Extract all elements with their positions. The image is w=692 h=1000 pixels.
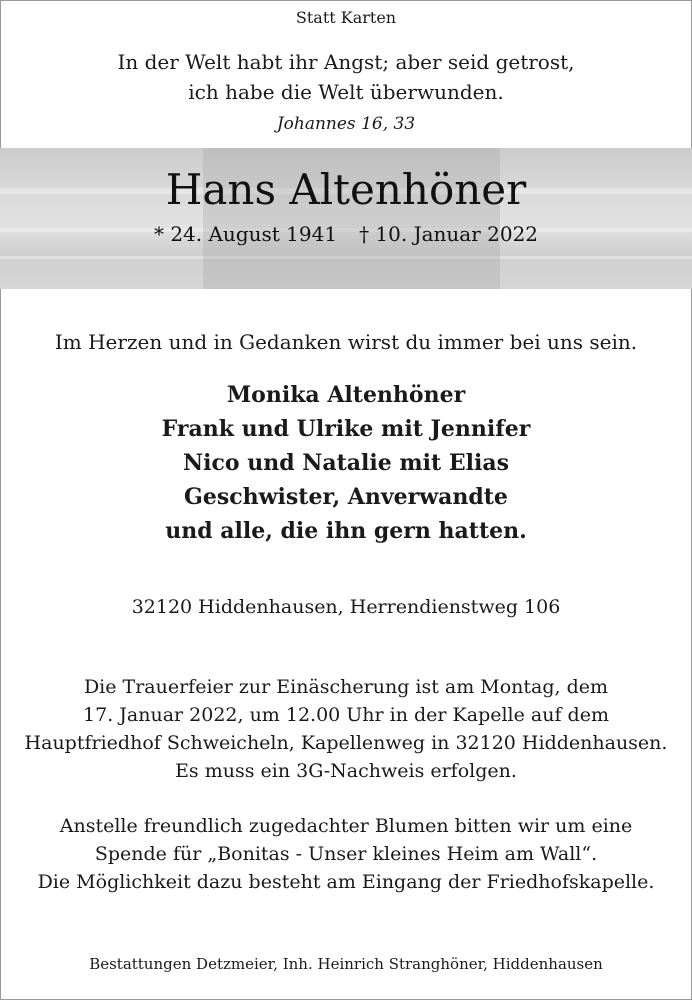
family-line: und alle, die ihn gern hatten. <box>165 518 527 544</box>
ceremony-line: Die Trauerfeier zur Einäscherung ist am Montag, dem <box>83 676 609 698</box>
life-dates <box>0 222 692 246</box>
deceased-name: Hans Altenhöner <box>165 165 527 214</box>
birth-date: * 24. August 1941 <box>153 222 338 246</box>
donation-line: Anstelle freundlich zugedachter Blumen bitten wir um eine <box>59 815 633 837</box>
donation-line: Die Möglichkeit dazu besteht am Eingang der Friedhofskapelle. <box>37 871 655 893</box>
ceremony-line: Es muss ein 3G-Nachweis erfolgen. <box>175 760 517 782</box>
statt-karten-label: Statt Karten <box>295 8 397 27</box>
address: 32120 Hiddenhausen, Herrendienstweg 106 <box>131 596 561 618</box>
quote-line-1: In der Welt habt ihr Angst; aber seid getrost, <box>117 50 575 74</box>
ceremony-line: 17. Januar 2022, um 12.00 Uhr in der Kapelle auf dem <box>83 704 609 726</box>
funeral-home-footer: Bestattungen Detzmeier, Inh. Heinrich Stranghöner, Hiddenhausen <box>89 955 603 973</box>
quote-reference: Johannes 16, 33 <box>276 114 416 134</box>
donation-line: Spende für „Bonitas - Unser kleines Heim am Wall“. <box>94 843 598 865</box>
family-line: Nico und Natalie mit Elias <box>183 450 509 476</box>
family-line: Monika Altenhöner <box>226 382 466 408</box>
family-line: Geschwister, Anverwandte <box>184 484 508 510</box>
remembrance-text: Im Herzen und in Gedanken wirst du immer bei uns sein. <box>54 330 638 354</box>
family-line: Frank und Ulrike mit Jennifer <box>161 416 531 442</box>
death-date: † 10. Januar 2022 <box>359 222 539 246</box>
quote-line-2: ich habe die Welt überwunden. <box>188 80 504 104</box>
ceremony-line: Hauptfriedhof Schweicheln, Kapellenweg in 32120 Hiddenhausen. <box>24 732 668 754</box>
